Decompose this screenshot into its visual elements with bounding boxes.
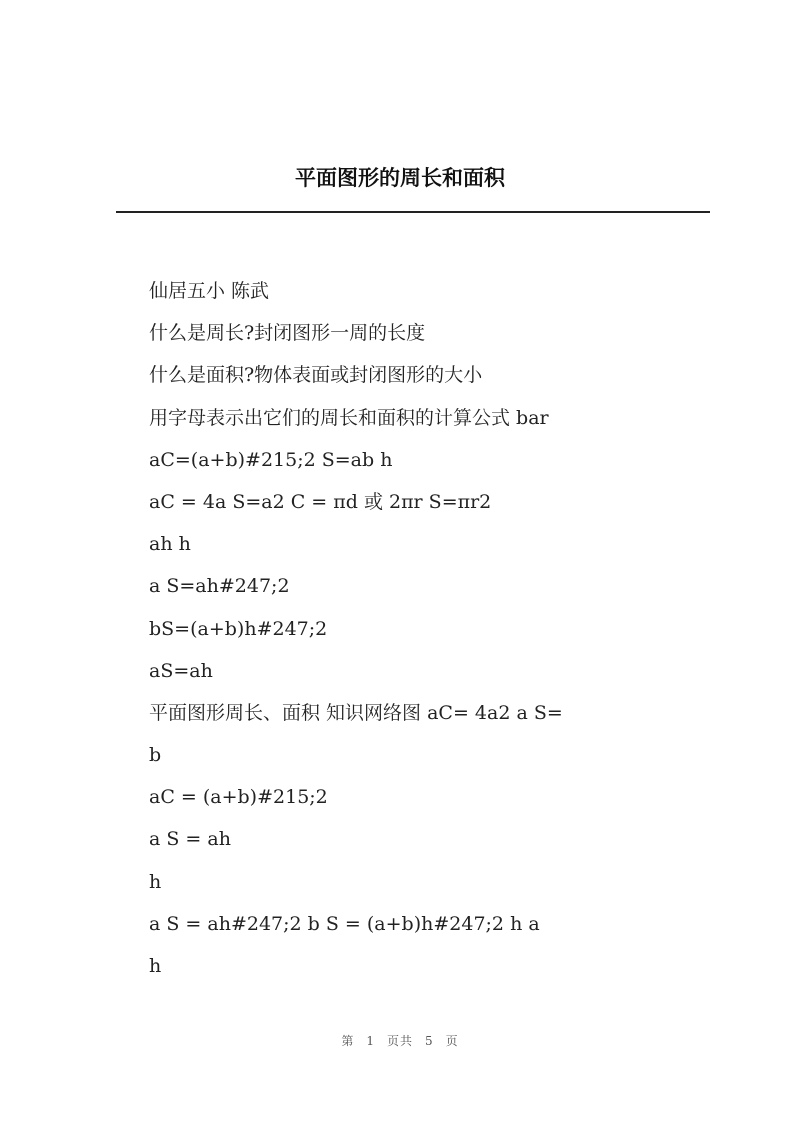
text-line: aS=ah bbox=[149, 659, 213, 682]
text-line: h bbox=[149, 870, 162, 893]
footer-middle: 页共 bbox=[386, 1034, 413, 1048]
text-line: 平面图形周长、面积 知识网络图 aC= 4a2 a S= bbox=[149, 701, 563, 724]
page-footer bbox=[0, 1032, 800, 1049]
text-line: 仙居五小 陈武 bbox=[149, 280, 270, 302]
text-line: a S = ah bbox=[149, 828, 231, 851]
footer-page-number: 1 bbox=[366, 1034, 375, 1048]
text-line: ah h bbox=[149, 533, 191, 556]
text-line: b bbox=[149, 744, 162, 767]
text-line: a S=ah#247;2 bbox=[149, 575, 290, 598]
footer-total-pages: 5 bbox=[425, 1034, 434, 1048]
text-line: 什么是面积?物体表面或封闭图形的大小 bbox=[149, 364, 483, 387]
text-line: a S = ah#247;2 b S = (a+b)h#247;2 h a bbox=[149, 912, 540, 935]
title-divider bbox=[116, 211, 710, 213]
page-title: 平面图形的周长和面积 bbox=[295, 165, 505, 190]
document-body bbox=[149, 270, 719, 987]
text-line: bS=(a+b)h#247;2 bbox=[149, 617, 328, 640]
text-line: 用字母表示出它们的周长和面积的计算公式 bar bbox=[149, 406, 549, 429]
text-line: 什么是周长?封闭图形一周的长度 bbox=[149, 322, 426, 345]
text-line: aC = (a+b)#215;2 bbox=[149, 786, 328, 809]
footer-prefix: 第 bbox=[341, 1034, 355, 1048]
text-line: aC=(a+b)#215;2 S=ab h bbox=[149, 448, 393, 471]
text-line: h bbox=[149, 955, 162, 977]
footer-suffix: 页 bbox=[445, 1034, 459, 1048]
text-line: aC = 4a S=a2 C = πd 或 2πr S=πr2 bbox=[149, 490, 492, 513]
